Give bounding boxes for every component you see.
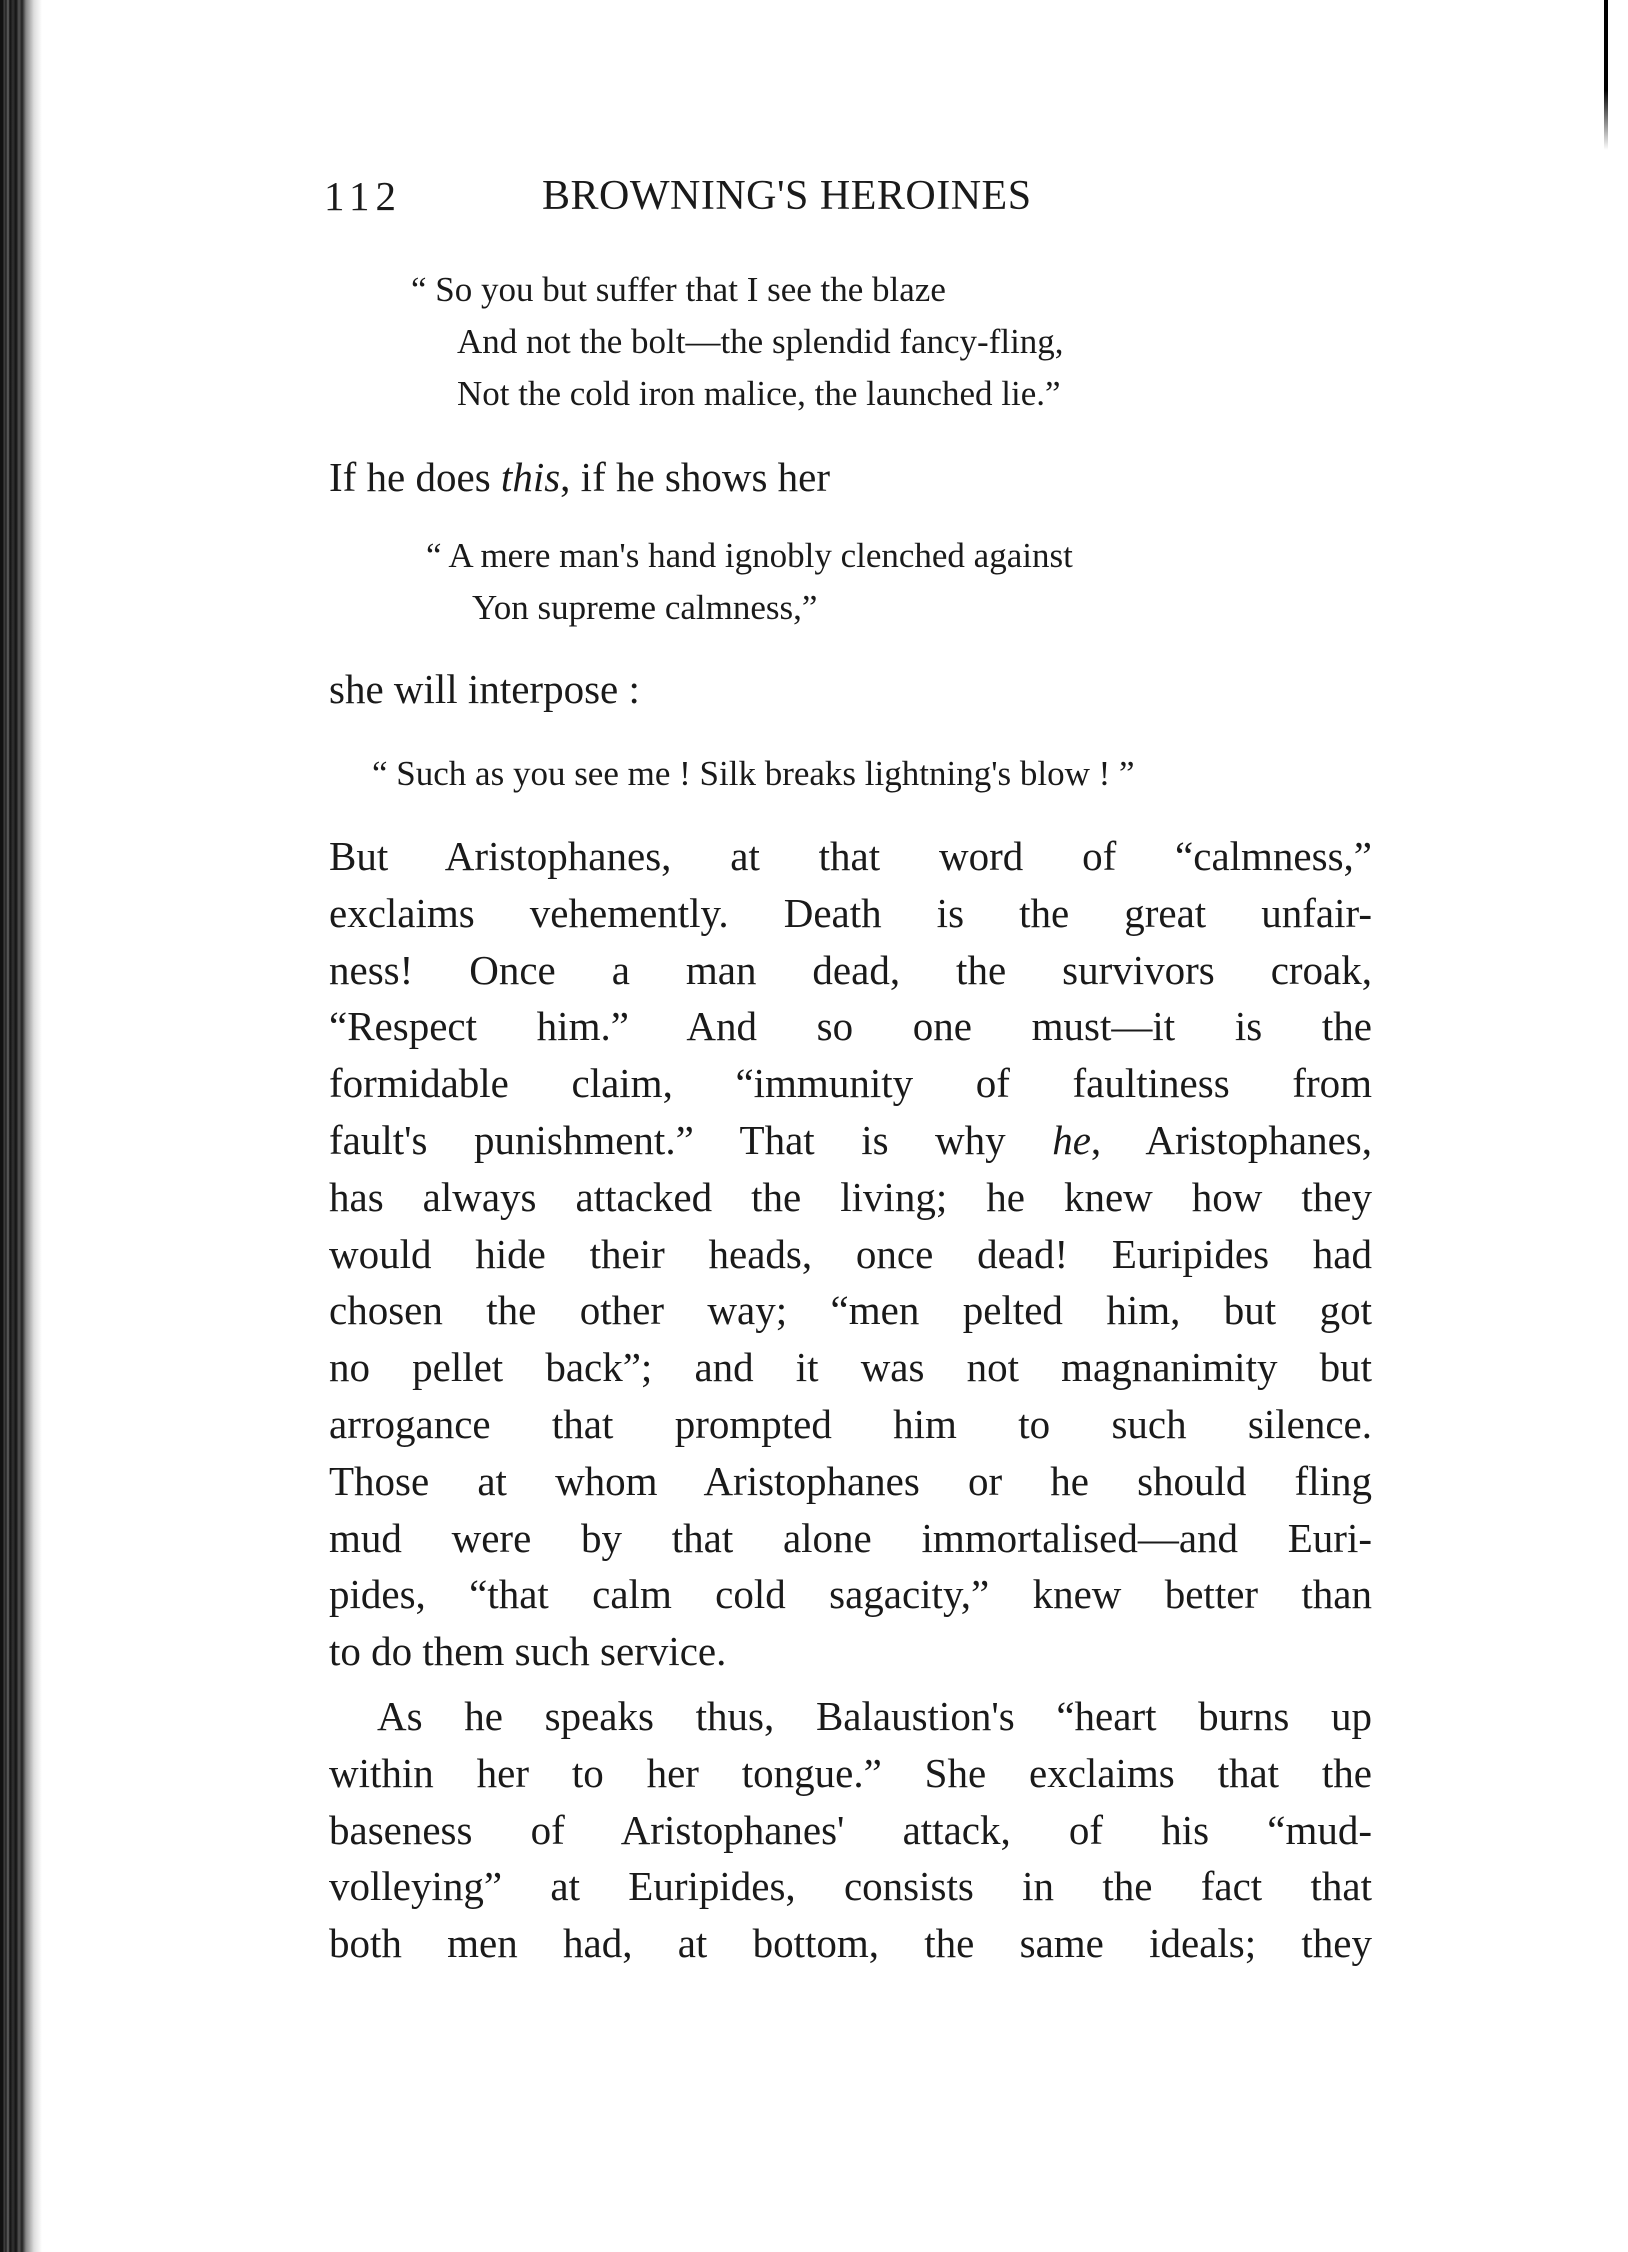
text-line: baseness of Aristophanes' attack, of his “mud- — [329, 1806, 1372, 1853]
verse-quote-2 — [426, 530, 1073, 634]
text-line: within her to her tongue.” She exclaims that the — [329, 1749, 1372, 1796]
text-line: formidable claim, “immunity of faultiness from — [329, 1060, 1372, 1107]
book-binding-edge — [0, 0, 42, 2252]
text-line: both men had, at bottom, the same ideals; they — [329, 1920, 1372, 1967]
prose-text: , if he shows her — [560, 454, 831, 500]
text-line: to do them such service. — [329, 1628, 727, 1675]
text-line: chosen the other way; “men pelted him, but got — [329, 1287, 1372, 1334]
prose-text: If he does — [329, 454, 501, 500]
verse-line: “ So you but suffer that I see the blaze — [411, 270, 946, 309]
page-number: 112 — [324, 173, 402, 219]
verse-line: Not the cold iron malice, the launched lie.” — [457, 374, 1061, 413]
verse-quote-3: “ Such as you see me ! Silk breaks lightning's blow ! ” — [372, 754, 1135, 793]
text-line: As he speaks thus, Balaustion's “heart burns up — [377, 1692, 1372, 1739]
prose-italic: this — [500, 454, 561, 500]
text-line: no pellet back”; and it was not magnanimity but — [329, 1344, 1372, 1391]
text-line: Those at whom Aristophanes or he should fling — [329, 1457, 1372, 1504]
text-segment: , Aristophanes, — [1090, 1116, 1372, 1163]
text-line: pides, “that calm cold sagacity,” knew better than — [329, 1571, 1372, 1618]
running-title: BROWNING'S HEROINES — [542, 173, 1032, 219]
text-line: “Respect him.” And so one must—it is the — [329, 1003, 1372, 1050]
prose-line-2: she will interpose : — [329, 666, 640, 712]
verse-line: And not the bolt—the splendid fancy-fling, — [457, 322, 1064, 361]
verse-line: “ A mere man's hand ignobly clenched against — [426, 536, 1073, 575]
prose-line-1 — [329, 453, 830, 501]
text-line: has always attacked the living; he knew how they — [329, 1173, 1372, 1220]
page-edge-mark — [1604, 0, 1608, 150]
text-line: But Aristophanes, at that word of “calmness,” — [329, 833, 1372, 879]
verse-quote-1 — [411, 264, 1064, 420]
text-line: volleying” at Euripides, consists in the fact that — [329, 1863, 1372, 1910]
page-header — [324, 172, 1384, 232]
text-line: would hide their heads, once dead! Euripides had — [329, 1230, 1372, 1277]
paragraph-gap — [329, 1680, 1372, 1688]
body-text — [329, 828, 1372, 1972]
text-line: mud were by that alone immortalised—and Euri- — [329, 1514, 1372, 1561]
text-italic: he — [1052, 1116, 1091, 1163]
text-line: exclaims vehemently. Death is the great unfair- — [329, 889, 1372, 936]
verse-line: Yon supreme calmness,” — [472, 588, 818, 627]
text-line — [329, 1112, 1372, 1169]
text-line: ness! Once a man dead, the survivors croak, — [329, 946, 1372, 993]
text-segment: fault's punishment.” That is why — [329, 1116, 1053, 1163]
text-line: arrogance that prompted him to such silence. — [329, 1400, 1372, 1447]
